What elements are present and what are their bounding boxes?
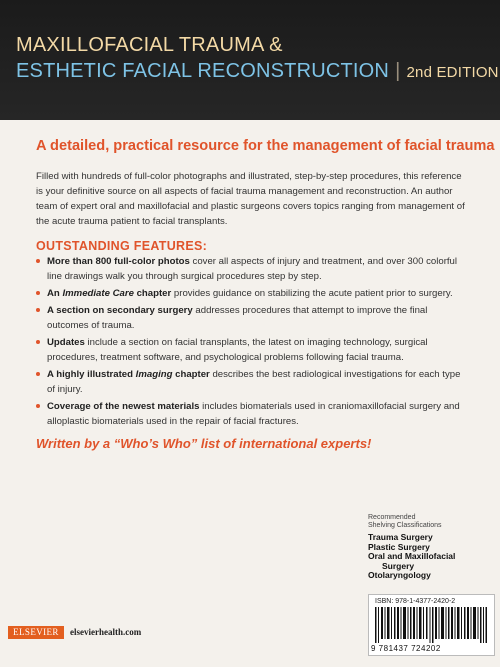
feature-item: More than 800 full-color photos cover all aspects of injury and treatment, and over 300 colorful line drawings walk you through surgical procedures step by step. [36, 254, 471, 284]
feature-item: An Immediate Care chapter provides guidance on stabilizing the acute patient prior to surgery. [36, 286, 471, 301]
isbn-text: ISBN: 978-1-4377-2420-2 [375, 598, 456, 605]
shelving-item: Otolaryngology [368, 570, 431, 580]
cover-body [0, 120, 500, 667]
book-title-line1: MAXILLOFACIAL TRAUMA & [16, 34, 283, 56]
feature-item: Updates include a section on facial transplants, the latest on imaging technology, surgical procedures, treatment software, and psychological problems following facial trauma. [36, 335, 471, 365]
features-heading: OUTSTANDING FEATURES: [36, 239, 208, 253]
barcode-bars [375, 607, 488, 643]
features-list [36, 254, 471, 431]
publisher-website[interactable]: elsevierhealth.com [70, 627, 142, 637]
cover-header [0, 0, 500, 120]
edition-separator: | [395, 60, 401, 82]
written-by-line: Written by a “Who’s Who” list of international experts! [36, 436, 372, 451]
feature-item: A section on secondary surgery addresses procedures that attempt to improve the final outcomes of trauma. [36, 303, 471, 333]
shelving-label: Recommended [368, 514, 416, 521]
edition-label: 2nd EDITION [406, 64, 499, 81]
shelving-label-2: Shelving Classifications [368, 522, 442, 529]
feature-item: Coverage of the newest materials includes biomaterials used in craniomaxillofacial surgery and alloplastic biomaterials used in the repair of facial fractures. [36, 399, 471, 429]
book-title-line2-text: ESTHETIC FACIAL RECONSTRUCTION [16, 60, 390, 82]
tagline: A detailed, practical resource for the management of facial trauma [36, 138, 495, 154]
barcode-digits: 9 781437 724202 [371, 644, 441, 653]
shelving-item: Oral and Maxillofacial [368, 551, 456, 561]
shelving-item: Surgery [382, 560, 415, 571]
barcode [368, 594, 495, 656]
intro-paragraph: Filled with hundreds of full-color photographs and illustrated, step-by-step procedures, this reference is your definitive source on all aspects of facial trauma management and reconstruction. An author team of expert oral and maxillofacial and plastic surgeons covers topics ranging from management of the acute trauma patient to facial transplants. [36, 171, 465, 227]
shelving-item: Plastic Surgery [368, 541, 430, 552]
book-title-line2 [16, 60, 499, 83]
feature-item: A highly illustrated Imaging chapter describes the best radiological investigations for each type of injury. [36, 367, 471, 397]
shelving-classifications [368, 514, 493, 581]
elsevier-logo: ELSEVIER [8, 626, 64, 639]
shelving-item: Trauma Surgery [368, 532, 433, 542]
